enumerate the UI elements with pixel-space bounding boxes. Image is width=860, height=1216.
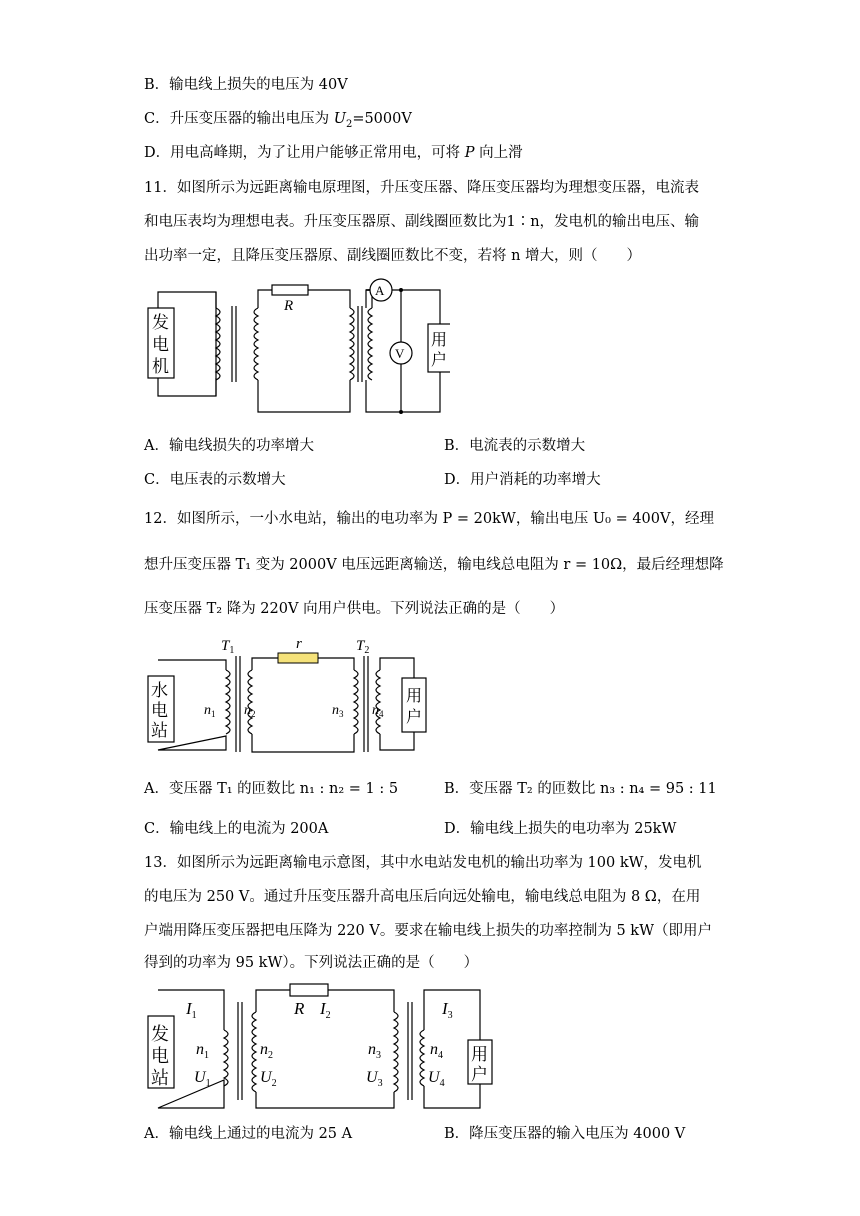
q12-t1-letter: T: [221, 638, 230, 654]
q11-user-label-1: 用: [431, 332, 448, 349]
q13-n3-label: [368, 1041, 381, 1061]
q13-U3-letter: U: [366, 1069, 378, 1086]
q12-station-label-1: 水: [151, 681, 168, 700]
q13-user-label-2: 户: [471, 1065, 488, 1084]
q12-option-b: B．变压器 T₂ 的匝数比 n₃ : n₄ = 95 : 11: [444, 781, 717, 797]
q11-stem-line-2: 和电压表均为理想电表。升压变压器原、副线圈匝数比为1∶n，发电机的输出电压、输: [144, 214, 700, 230]
q12-t2-label: [356, 638, 369, 656]
q11-generator-label-3: 机: [152, 357, 169, 376]
q12-circuit-diagram: [140, 634, 440, 758]
q13-n3-letter: n: [368, 1041, 376, 1058]
q13-R-label: R: [294, 999, 305, 1018]
q13-I2-letter: I: [320, 999, 326, 1018]
q12-t2-sub: 2: [364, 645, 370, 656]
q13-stem-line-3: 户端用降压变压器把电压降为 220 V。要求在输电线上损失的功率控制为 5 kW（即用户: [144, 923, 712, 939]
q10-option-c-suffix: =5000V: [352, 111, 412, 127]
q13-I3-letter: I: [442, 999, 448, 1018]
q12-station-label-2: 电: [151, 701, 168, 720]
q13-n4-label: [430, 1041, 443, 1061]
q12-station-label-3: 站: [151, 721, 168, 740]
q12-stem-line-3: 压变压器 T₂ 降为 220V 向用户供电。下列说法正确的是（ ）: [144, 601, 565, 617]
q12-n4-letter: n: [372, 703, 379, 718]
q12-option-d: D．输电线上损失的电功率为 25kW: [444, 821, 677, 837]
q12-option-a: A．变压器 T₁ 的匝数比 n₁ : n₂ = 1 : 5: [144, 781, 399, 797]
q13-U1-letter: U: [194, 1069, 206, 1086]
q13-I3-label: [441, 999, 453, 1021]
q13-I2-label: [319, 999, 331, 1021]
q12-n1-label: [204, 703, 216, 719]
q10-option-c-var: U: [333, 111, 346, 127]
q10-option-b: B．输电线上损失的电压为 40V: [144, 77, 348, 93]
q13-stem-line-2: 的电压为 250 V。通过升压变压器升高电压后向远处输电，输电线总电阻为 8 Ω，在用: [144, 889, 701, 905]
q12-t1-sub: 1: [229, 645, 235, 656]
q13-n2-letter: n: [260, 1041, 268, 1058]
q13-I1-letter: I: [186, 999, 192, 1018]
q12-user-label-1: 用: [406, 688, 423, 705]
q12-n3-letter: n: [332, 703, 339, 718]
q11-ammeter-label: A: [375, 283, 385, 298]
q12-user-label-2: 户: [406, 709, 423, 726]
q11-stem-line-3: 出功率一定，且降压变压器原、副线圈匝数比不变，若将 n 增大，则（ ）: [144, 248, 642, 264]
q11-generator-label-1: 发: [152, 313, 169, 332]
q11-generator-label-2: 电: [152, 335, 169, 354]
q12-r-label: r: [296, 636, 302, 652]
q13-U3-label: [366, 1069, 383, 1089]
q12-n3-sub: 3: [339, 709, 344, 719]
q10-option-d-suffix: 向上滑: [474, 145, 523, 161]
q12-n2-label: [244, 703, 256, 719]
q12-t2-letter: T: [356, 638, 365, 654]
q12-stem-line-1: 12．如图所示，一小水电站，输出的电功率为 P = 20kW，输出电压 U₀ = 400V，经理: [144, 511, 714, 527]
q12-t1-label: [221, 638, 234, 656]
q13-U3-sub: 3: [377, 1078, 383, 1089]
q13-user-label-1: 用: [471, 1045, 488, 1064]
q11-voltmeter-label: V: [395, 346, 405, 361]
q11-option-a: A．输电线损失的功率增大: [144, 438, 314, 454]
q13-U4-letter: U: [428, 1069, 440, 1086]
q12-n1-letter: n: [204, 703, 211, 718]
q11-resistor-label: R: [284, 298, 294, 314]
q13-U1-label: [194, 1069, 211, 1089]
q13-U2-label: [260, 1069, 277, 1089]
q13-n1-letter: n: [196, 1041, 204, 1058]
q13-I1-label: [185, 999, 197, 1021]
q10-option-d: [144, 141, 523, 162]
q11-user-label-2: 户: [431, 352, 448, 369]
q10-option-d-var: P: [464, 145, 475, 161]
q11-circuit-diagram: [140, 272, 450, 422]
q13-U4-label: [428, 1069, 445, 1089]
q12-n4-label: [372, 703, 384, 719]
q11-option-b: B．电流表的示数增大: [444, 438, 586, 454]
q10-option-c: [144, 107, 412, 130]
q13-n4-letter: n: [430, 1041, 438, 1058]
q10-option-c-sub: 2: [345, 118, 353, 130]
q13-circuit-diagram: [140, 980, 500, 1112]
q13-option-b: B．降压变压器的输入电压为 4000 V: [444, 1126, 686, 1142]
q13-I3-sub: 3: [447, 1010, 453, 1021]
q13-U2-letter: U: [260, 1069, 272, 1086]
q13-station-label-3: 站: [151, 1068, 169, 1088]
q12-n3-label: [332, 703, 344, 719]
q12-n4-sub: 4: [379, 709, 384, 719]
q13-n2-sub: 2: [268, 1050, 273, 1061]
q13-I2-sub: 2: [325, 1010, 331, 1021]
q13-U4-sub: 4: [439, 1078, 445, 1089]
q10-option-c-text: C．升压变压器的输出电压为: [144, 111, 334, 127]
q11-stem-line-1: 11．如图所示为远距离输电原理图，升压变压器、降压变压器均为理想变压器，电流表: [144, 180, 699, 196]
q12-n2-sub: 2: [251, 709, 256, 719]
q13-n3-sub: 3: [376, 1050, 381, 1061]
q10-option-d-text: D．用电高峰期，为了让用户能够正常用电，可将: [144, 145, 465, 161]
q13-U1-sub: 1: [205, 1078, 211, 1089]
q13-U2-sub: 2: [271, 1078, 277, 1089]
q12-stem-line-2: 想升压变压器 T₁ 变为 2000V 电压远距离输送，输电线总电阻为 r = 10Ω，最后经理想降: [144, 557, 724, 573]
q13-n4-sub: 4: [438, 1050, 443, 1061]
q12-n1-sub: 1: [211, 709, 216, 719]
q13-station-label-2: 电: [151, 1046, 169, 1066]
q13-I1-sub: 1: [191, 1010, 197, 1021]
q13-stem-line-4: 得到的功率为 95 kW）。下列说法正确的是（ ）: [144, 955, 479, 971]
q11-option-c: C．电压表的示数增大: [144, 472, 286, 488]
q13-option-a: A．输电线上通过的电流为 25 A: [144, 1126, 353, 1142]
q13-station-label-1: 发: [151, 1024, 169, 1044]
q12-n2-letter: n: [244, 703, 251, 718]
q13-stem-line-1: 13．如图所示为远距离输电示意图，其中水电站发电机的输出功率为 100 kW，发电机: [144, 855, 702, 871]
q11-option-d: D．用户消耗的功率增大: [444, 472, 601, 488]
q13-n2-label: [260, 1041, 273, 1061]
q13-n1-label: [196, 1041, 209, 1061]
q13-n1-sub: 1: [204, 1050, 209, 1061]
q12-resistor: [278, 653, 318, 663]
q12-option-c: C．输电线上的电流为 200A: [144, 821, 329, 837]
